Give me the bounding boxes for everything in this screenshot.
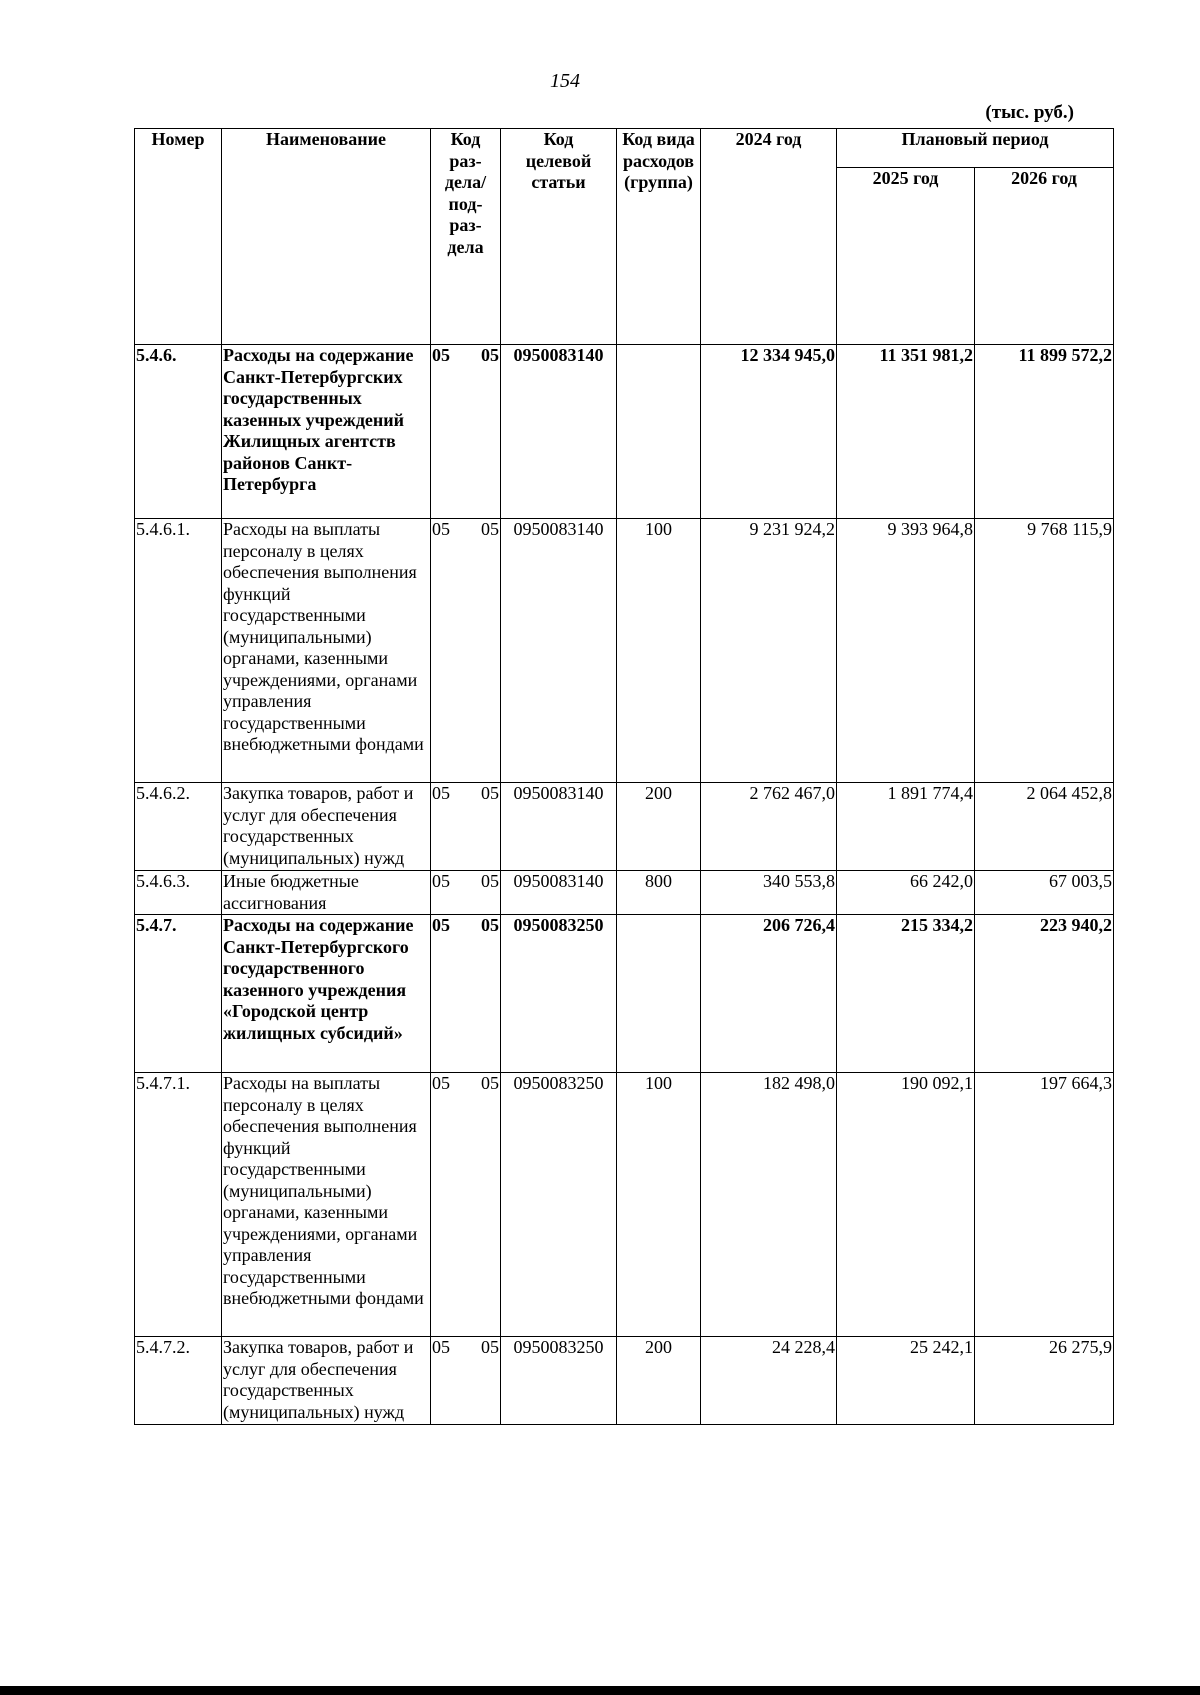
row-number: 5.4.6.3. [135, 871, 222, 915]
row-number: 5.4.6. [135, 345, 222, 519]
row-target-code: 0950083140 [501, 345, 617, 519]
header-year-2025: 2025 год [837, 168, 975, 345]
row-expense-kind: 800 [617, 871, 701, 915]
section-code: 05 [432, 915, 450, 935]
row-number: 5.4.7.1. [135, 1073, 222, 1337]
row-number: 5.4.7. [135, 915, 222, 1073]
row-expense-kind: 100 [617, 519, 701, 783]
table-header [135, 129, 1114, 345]
section-code: 05 [432, 871, 450, 891]
row-target-code: 0950083140 [501, 783, 617, 871]
row-amount-2026: 9 768 115,9 [975, 519, 1114, 783]
section-code: 05 [432, 1337, 450, 1357]
row-section-code [431, 783, 501, 871]
table-row [135, 871, 1114, 915]
header-expense-kind: Код вида расходов (группа) [617, 129, 701, 345]
units-label: (тыс. руб.) [985, 102, 1074, 123]
row-section-code [431, 1337, 501, 1425]
row-expense-kind: 200 [617, 1337, 701, 1425]
row-amount-2026: 26 275,9 [975, 1337, 1114, 1425]
row-amount-2026: 11 899 572,2 [975, 345, 1114, 519]
subsection-code: 05 [481, 1337, 499, 1357]
row-amount-2025: 1 891 774,4 [837, 783, 975, 871]
row-name: Иные бюджетные ассигнования [222, 871, 431, 915]
header-target-code: Код целевой статьи [501, 129, 617, 345]
row-name: Закупка товаров, работ и услуг для обеспечения государственных (муниципальных) нужд [222, 1337, 431, 1425]
row-number: 5.4.6.2. [135, 783, 222, 871]
row-number: 5.4.7.2. [135, 1337, 222, 1425]
row-amount-2024: 9 231 924,2 [701, 519, 837, 783]
row-section-code [431, 915, 501, 1073]
row-amount-2026: 67 003,5 [975, 871, 1114, 915]
row-amount-2024: 182 498,0 [701, 1073, 837, 1337]
row-target-code: 0950083140 [501, 519, 617, 783]
row-amount-2025: 215 334,2 [837, 915, 975, 1073]
row-amount-2024: 340 553,8 [701, 871, 837, 915]
table-row [135, 1337, 1114, 1425]
row-amount-2025: 9 393 964,8 [837, 519, 975, 783]
table-body [135, 345, 1114, 1425]
row-amount-2025: 190 092,1 [837, 1073, 975, 1337]
subsection-code: 05 [481, 519, 499, 539]
row-amount-2024: 2 762 467,0 [701, 783, 837, 871]
header-year-2024: 2024 год [701, 129, 837, 345]
row-number: 5.4.6.1. [135, 519, 222, 783]
subsection-code: 05 [481, 915, 499, 935]
subsection-code: 05 [481, 783, 499, 803]
row-name: Расходы на содержание Санкт-Петербургского государственного казенного учреждения «Городской центр жилищных субсидий» [222, 915, 431, 1073]
table-row [135, 915, 1114, 1073]
row-name: Расходы на выплаты персоналу в целях обеспечения выполнения функций государственными (муниципальными) органами, казенными учреждениями, органами управления государственными внебюджетными фондами [222, 519, 431, 783]
row-section-code [431, 345, 501, 519]
row-amount-2025: 66 242,0 [837, 871, 975, 915]
row-target-code: 0950083250 [501, 915, 617, 1073]
row-expense-kind: 100 [617, 1073, 701, 1337]
section-code: 05 [432, 1073, 450, 1093]
row-target-code: 0950083140 [501, 871, 617, 915]
header-year-2026: 2026 год [975, 168, 1114, 345]
row-section-code [431, 871, 501, 915]
row-amount-2024: 206 726,4 [701, 915, 837, 1073]
row-section-code [431, 1073, 501, 1337]
table-row [135, 519, 1114, 783]
row-amount-2025: 11 351 981,2 [837, 345, 975, 519]
subsection-code: 05 [481, 345, 499, 365]
row-amount-2026: 2 064 452,8 [975, 783, 1114, 871]
row-amount-2024: 12 334 945,0 [701, 345, 837, 519]
row-name: Закупка товаров, работ и услуг для обеспечения государственных (муниципальных) нужд [222, 783, 431, 871]
row-amount-2025: 25 242,1 [837, 1337, 975, 1425]
section-code: 05 [432, 519, 450, 539]
row-expense-kind: 200 [617, 783, 701, 871]
table-row [135, 345, 1114, 519]
bottom-border [0, 1686, 1200, 1695]
table-row [135, 783, 1114, 871]
table-row [135, 1073, 1114, 1337]
row-amount-2026: 223 940,2 [975, 915, 1114, 1073]
header-number: Номер [135, 129, 222, 345]
section-code: 05 [432, 345, 450, 365]
header-plan-period: Плановый период [837, 129, 1114, 168]
row-expense-kind [617, 915, 701, 1073]
subsection-code: 05 [481, 1073, 499, 1093]
row-section-code [431, 519, 501, 783]
row-target-code: 0950083250 [501, 1337, 617, 1425]
row-expense-kind [617, 345, 701, 519]
row-name: Расходы на содержание Санкт-Петербургских государственных казенных учреждений Жилищных агентств районов Санкт-Петербурга [222, 345, 431, 519]
budget-table [134, 128, 1114, 1425]
row-amount-2026: 197 664,3 [975, 1073, 1114, 1337]
row-name: Расходы на выплаты персоналу в целях обеспечения выполнения функций государственными (муниципальными) органами, казенными учреждениями, органами управления государственными внебюджетными фондами [222, 1073, 431, 1337]
row-target-code: 0950083250 [501, 1073, 617, 1337]
page-number: 154 [550, 70, 580, 92]
section-code: 05 [432, 783, 450, 803]
subsection-code: 05 [481, 871, 499, 891]
header-section-code: Код раз- дела/ под- раз- дела [431, 129, 501, 345]
header-name: Наименование [222, 129, 431, 345]
row-amount-2024: 24 228,4 [701, 1337, 837, 1425]
